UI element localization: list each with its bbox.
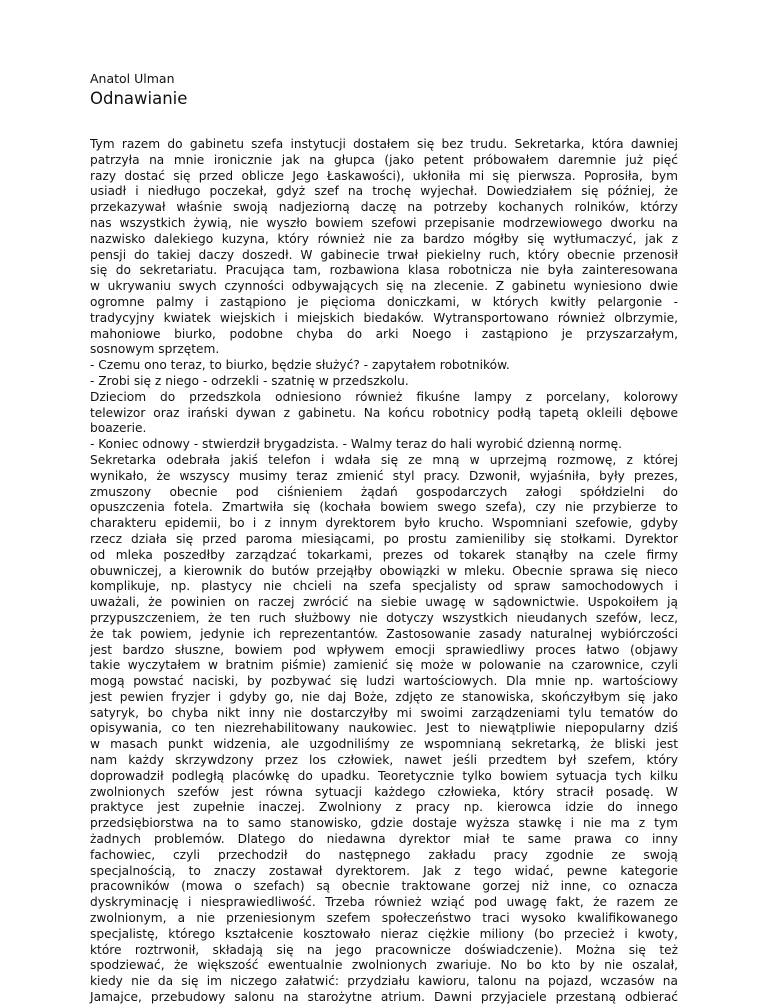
text-line: wynikało, że wszyscy musimy teraz zmienić styl pracy. Dzwonił, wyjaśniła, były prezes, — [90, 468, 678, 483]
text-line: telewizor oraz irański dywan z gabinetu. Na końcu robotnicy podłą tapetą okleili dębowe — [90, 405, 678, 420]
text-line: Tym razem do gabinetu szefa instytucji dostałem się bez trudu. Sekretarka, która dawniej — [90, 137, 678, 151]
text-line: nas wszystkich żywią, nie wyszło bowiem szefowi przepisanie modrzewiowego dworku na — [90, 215, 678, 230]
text-line: boazerie. — [90, 421, 147, 436]
text-line: fachowiec, czyli przechodził do następnego zakładu pracy zgodnie ze swoją — [90, 847, 678, 862]
text-line: od mleka poszedłby zarządzać tokarkami, prezes od tokarek stanąłby na czele firmy — [90, 547, 678, 562]
text-line: patrzyła na mnie ironicznie jak na głupca (jako petent próbowałem daremnie już pięć — [90, 152, 678, 167]
text-line: zwolnionych szefów jest równa sytuacji każdego człowieka, który stracił posadę. W — [90, 784, 678, 799]
text-line: usiadł i niedługo poczekał, gdyż szef na trochę wyjechał. Dowiedziałem się później, że — [90, 184, 678, 199]
text-line: dyskryminację i niesprawiedliwość. Trzeba również wziąć pod uwagę fakt, że razem ze — [90, 895, 678, 910]
text-line: pensji do takiej daczy doszedł. W gabinecie trwał piekielny ruch, który obecnie przenosił — [90, 247, 678, 262]
text-line: zmuszony obecnie pod ciśnieniem żądań gospodarczych załogi spółdzielni do — [90, 484, 678, 499]
text-line: nazwisko dalekiego kuzyna, który również nie za bardzo mógłby się wytłumaczyć, jak z — [90, 231, 678, 246]
text-line: pracowników (mowa o szefach) są obecnie traktowane gorzej niż inne, co oznacza — [90, 879, 678, 894]
author-name: Anatol Ulman — [90, 71, 175, 86]
text-line: przekazywał właśnie swoją nadjeziorną daczę na potrzeby kochanych rolników, którzy — [90, 200, 678, 215]
text-line: przedsiębiorstwa na to samo stanowisko, gdzie dostaje wyższa stawkę i nie ma z tym — [90, 816, 678, 831]
body-text — [90, 137, 678, 1006]
text-line: przypuszczeniem, że ten ruch służbowy nie dotyczy wszystkich nieudanych szefów, lecz, — [90, 610, 678, 625]
text-line: Sekretarka odebrała jakiś telefon i wdała się ze mną w uprzejmą rozmowę, z której — [90, 452, 678, 467]
text-line: żadnych problemów. Dlatego do niedawna dyrektor miał te same prawa co inny — [90, 832, 678, 847]
text-line: charakteru epidemii, bo i z innym dyrektorem było krucho. Wspomniani szefowie, gdyby — [90, 516, 678, 531]
document-page — [90, 0, 678, 1005]
text-line: uważali, że powinien on raczej zwrócić na siebie uwagę w sądownictwie. Uspokoiłem ją — [90, 595, 678, 610]
text-line: tradycyjny kwiatek wiejskich i miejskich biedaków. Wytransportowano również olbrzymie, — [90, 310, 678, 325]
text-line: w masach punkt widzenia, ale uzgodniliśmy ze wspomnianą sekretarką, że bliski jest — [90, 737, 678, 752]
text-line: Dzieciom do przedszkola odniesiono również fikuśne lampy z porcelany, kolorowy — [90, 389, 678, 404]
text-line: które roztrwonił, składają się na jego pracownicze doświadczenie). Można się też — [90, 942, 678, 957]
text-line: rzecz działa się przed paroma miesiącami, po prostu zamieniliby się stołkami. Dyrektor — [90, 531, 678, 546]
text-line: opuszczenia fotela. Zmartwiła się (kochała bowiem swego szefa), czy nie przybierze to — [90, 500, 678, 515]
text-line: jest pewien fryzjer i gdyby go, nie daj Boże, zdjęto ze stanowiska, skończyłbym się jako — [90, 689, 678, 704]
text-line: razy dostać się przed oblicze Jego Łaskawości), ukłoniła mi się pierwsza. Poprosiła, bym — [90, 168, 678, 183]
text-line: mahoniowe biurko, podobne chyba do arki Noego i zastąpiono je przyszarzałym, — [90, 326, 678, 341]
text-line: - Zrobi się z niego - odrzekli - szatnię w przedszkolu. — [90, 373, 409, 388]
text-line: komplikuje, np. plastycy nie chcieli na szefa specjalisty od spraw samochodowych i — [90, 579, 678, 594]
text-line: w ukrywaniu swych czynności odbywających się na zlecenie. Z gabinetu wyniesiono dwie — [90, 279, 678, 294]
text-line: się do sekretariatu. Pracująca tam, rozbawiona klasa robotnicza nie była zainteresowana — [90, 263, 678, 278]
text-line: doprowadził podległą placówkę do upadku. Teoretycznie tylko bowiem sytuacja tych kilku — [90, 768, 678, 783]
text-line: takie wyczytałem w bratnim piśmie) zamienić się może w polowanie na czarownice, czyli — [90, 658, 678, 673]
document-title: Odnawianie — [90, 89, 188, 108]
text-line: sosnowym sprzętem. — [90, 342, 220, 357]
text-line: satyryk, bo chyba nikt inny nie dostarczyłby mi swoimi zarządzeniami tylu tematów do — [90, 705, 678, 720]
text-line: - Czemu ono teraz, to biurko, będzie służyć? - zapytałem robotników. — [90, 358, 510, 373]
text-line: mogą powstać naciski, by pozbywać się ludzi wartościowych. Dla mnie np. wartościowy — [90, 674, 678, 689]
text-line: Jamajce, przebudowy salonu na starożytne atrium. Dawni przyjaciele przestaną odbierać — [90, 990, 678, 1005]
text-line: obuwniczej, a kierownik do butów przejąłby obowiązki w mleku. Obecnie sprawa się nieco — [90, 563, 678, 578]
text-line: praktyce jest zupełnie inaczej. Zwolniony z pracy np. kierowca idzie do innego — [90, 800, 678, 815]
text-line: - Koniec odnowy - stwierdził brygadzista. - Walmy teraz do hali wyrobić dzienną normę. — [90, 437, 623, 452]
text-line: ogromne palmy i zastąpiono je pięcioma doniczkami, w których kwitły pelargonie - — [90, 294, 678, 309]
text-line: kiedy nie da się im niczego załatwić: przydziału kawioru, talonu na pojazd, wczasów na — [90, 974, 678, 989]
text-line: nam każdy skrzywdzony przez los człowiek, nawet jeśli przedtem był szefem, który — [90, 753, 678, 768]
text-line: specjalistę, którego kształcenie kosztowało nieraz ciężkie miliony (bo przecież i kwoty, — [90, 926, 678, 941]
text-line: zwolnionym, a nie przeniesionym szefem społeczeństwo traci wysoko kwalifikowanego — [90, 911, 678, 926]
text-line: spodziewać, że większość ewentualnie zwolnionych zwariuje. No bo kto by nie oszalał, — [90, 958, 678, 973]
text-line: jest bardzo słuszne, bowiem pod wpływem emocji sprawiedliwy proces łatwo (objawy — [90, 642, 678, 657]
text-line: że tak powiem, jedynie ich reprezentantów. Zastosowanie zasady naturalnej wybiórczości — [90, 626, 678, 641]
text-line: specjalnością, to znaczy zostawał dyrektorem. Jak z tego widać, pewne kategorie — [90, 863, 678, 878]
text-line: opisywania, co ten niezrehabilitowany naukowiec. Jest to niewątpliwie niepopularny dziś — [90, 721, 678, 736]
